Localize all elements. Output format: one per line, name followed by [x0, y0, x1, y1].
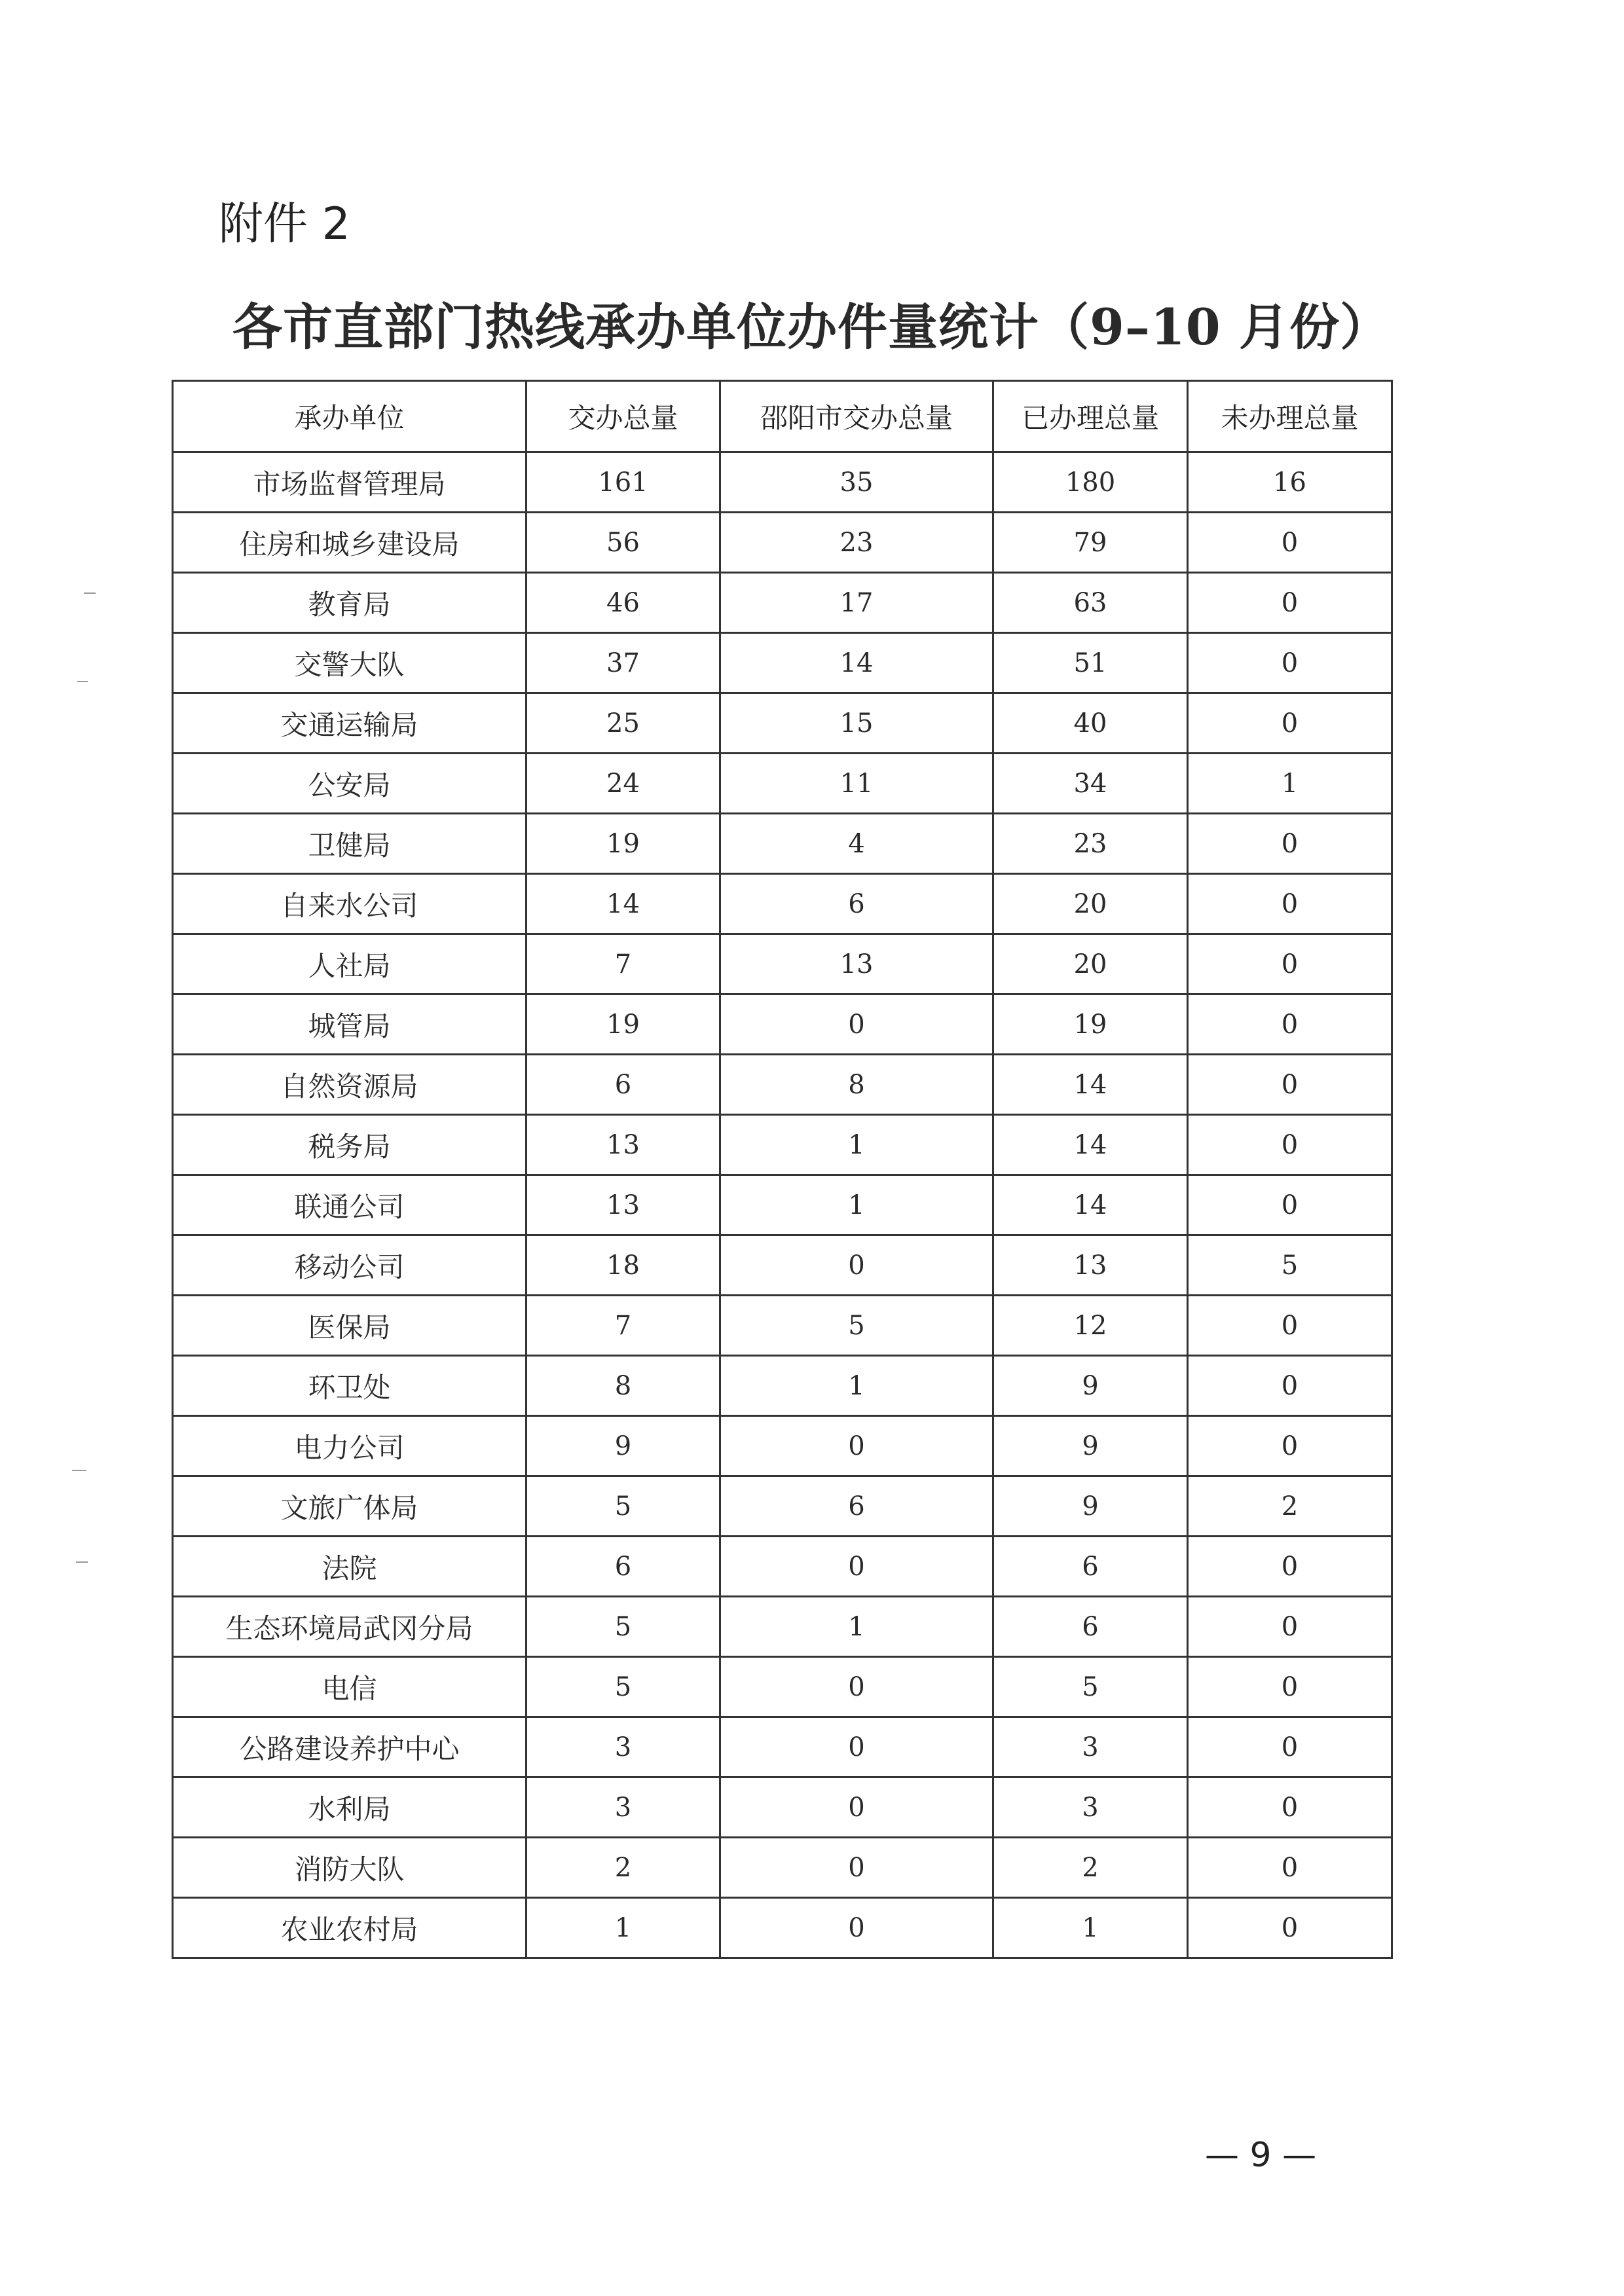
cell-shaoyang-assigned-total: 1 [720, 1597, 993, 1657]
header-unhandled-total: 未办理总量 [1188, 381, 1392, 452]
cell-unit: 城管局 [173, 994, 526, 1055]
scan-edge-mark [77, 681, 88, 682]
table-row [173, 1597, 1392, 1657]
table-row [173, 1898, 1392, 1958]
cell-assigned-total: 19 [526, 994, 720, 1055]
cell-shaoyang-assigned-total: 15 [720, 693, 993, 754]
cell-handled-total: 9 [993, 1356, 1188, 1416]
cell-assigned-total: 8 [526, 1356, 720, 1416]
cell-unhandled-total: 1 [1188, 754, 1392, 814]
cell-assigned-total: 161 [526, 452, 720, 513]
cell-unit: 法院 [173, 1537, 526, 1597]
cell-unit: 消防大队 [173, 1838, 526, 1898]
cell-assigned-total: 5 [526, 1476, 720, 1537]
table-row [173, 1115, 1392, 1175]
cell-unit: 卫健局 [173, 814, 526, 874]
cell-unit: 医保局 [173, 1296, 526, 1356]
header-shaoyang-assigned-total: 邵阳市交办总量 [720, 381, 993, 452]
cell-handled-total: 14 [993, 1115, 1188, 1175]
table-row [173, 1175, 1392, 1235]
cell-unit: 交警大队 [173, 633, 526, 693]
header-handled-total: 已办理总量 [993, 381, 1188, 452]
cell-handled-total: 6 [993, 1537, 1188, 1597]
cell-shaoyang-assigned-total: 5 [720, 1296, 993, 1356]
table-row [173, 1657, 1392, 1717]
cell-unhandled-total: 0 [1188, 693, 1392, 754]
cell-shaoyang-assigned-total: 0 [720, 994, 993, 1055]
cell-handled-total: 20 [993, 874, 1188, 934]
cell-handled-total: 63 [993, 573, 1188, 633]
cell-unit: 人社局 [173, 934, 526, 994]
cell-unhandled-total: 2 [1188, 1476, 1392, 1537]
cell-assigned-total: 9 [526, 1416, 720, 1476]
cell-unit: 农业农村局 [173, 1898, 526, 1958]
cell-unhandled-total: 0 [1188, 633, 1392, 693]
cell-unhandled-total: 0 [1188, 1175, 1392, 1235]
table-row [173, 1235, 1392, 1296]
cell-assigned-total: 3 [526, 1777, 720, 1838]
table-body [173, 452, 1392, 1958]
cell-shaoyang-assigned-total: 0 [720, 1416, 993, 1476]
cell-unit: 水利局 [173, 1777, 526, 1838]
table-header-row [173, 381, 1392, 452]
cell-handled-total: 1 [993, 1898, 1188, 1958]
header-unit: 承办单位 [173, 381, 526, 452]
cell-handled-total: 20 [993, 934, 1188, 994]
cell-assigned-total: 3 [526, 1717, 720, 1777]
cell-assigned-total: 56 [526, 513, 720, 573]
cell-shaoyang-assigned-total: 6 [720, 874, 993, 934]
cell-shaoyang-assigned-total: 0 [720, 1838, 993, 1898]
table-row [173, 1356, 1392, 1416]
cell-unhandled-total: 0 [1188, 1597, 1392, 1657]
table-row [173, 1055, 1392, 1115]
cell-handled-total: 180 [993, 452, 1188, 513]
cell-unhandled-total: 0 [1188, 1416, 1392, 1476]
cell-unhandled-total: 0 [1188, 1356, 1392, 1416]
cell-handled-total: 2 [993, 1838, 1188, 1898]
cell-handled-total: 79 [993, 513, 1188, 573]
cell-handled-total: 13 [993, 1235, 1188, 1296]
cell-unit: 自来水公司 [173, 874, 526, 934]
table-row [173, 1537, 1392, 1597]
cell-assigned-total: 37 [526, 633, 720, 693]
cell-assigned-total: 18 [526, 1235, 720, 1296]
cell-assigned-total: 24 [526, 754, 720, 814]
statistics-table [172, 380, 1393, 1959]
cell-handled-total: 14 [993, 1175, 1188, 1235]
cell-assigned-total: 25 [526, 693, 720, 754]
cell-shaoyang-assigned-total: 1 [720, 1175, 993, 1235]
cell-unhandled-total: 0 [1188, 573, 1392, 633]
cell-assigned-total: 1 [526, 1898, 720, 1958]
table-row [173, 452, 1392, 513]
cell-assigned-total: 14 [526, 874, 720, 934]
cell-unit: 税务局 [173, 1115, 526, 1175]
cell-assigned-total: 13 [526, 1115, 720, 1175]
cell-unhandled-total: 0 [1188, 1898, 1392, 1958]
page-number: — 9 — [1205, 2136, 1317, 2175]
cell-unit: 公安局 [173, 754, 526, 814]
cell-unit: 联通公司 [173, 1175, 526, 1235]
cell-assigned-total: 2 [526, 1838, 720, 1898]
document-title: 各市直部门热线承办单位办件量统计（9–10 月份） [232, 298, 1391, 356]
cell-unhandled-total: 0 [1188, 1055, 1392, 1115]
cell-unhandled-total: 5 [1188, 1235, 1392, 1296]
cell-unhandled-total: 0 [1188, 814, 1392, 874]
cell-handled-total: 5 [993, 1657, 1188, 1717]
cell-handled-total: 3 [993, 1717, 1188, 1777]
table-row [173, 693, 1392, 754]
cell-unit: 自然资源局 [173, 1055, 526, 1115]
cell-handled-total: 40 [993, 693, 1188, 754]
cell-assigned-total: 46 [526, 573, 720, 633]
cell-unit: 生态环境局武冈分局 [173, 1597, 526, 1657]
cell-handled-total: 23 [993, 814, 1188, 874]
cell-shaoyang-assigned-total: 23 [720, 513, 993, 573]
cell-unhandled-total: 0 [1188, 513, 1392, 573]
cell-assigned-total: 5 [526, 1657, 720, 1717]
cell-shaoyang-assigned-total: 0 [720, 1537, 993, 1597]
table-row [173, 814, 1392, 874]
scan-edge-mark [76, 1561, 88, 1563]
cell-unit: 环卫处 [173, 1356, 526, 1416]
cell-unit: 移动公司 [173, 1235, 526, 1296]
table-row [173, 754, 1392, 814]
cell-assigned-total: 5 [526, 1597, 720, 1657]
cell-unit: 电力公司 [173, 1416, 526, 1476]
table-row [173, 994, 1392, 1055]
cell-shaoyang-assigned-total: 0 [720, 1777, 993, 1838]
cell-handled-total: 3 [993, 1777, 1188, 1838]
attachment-label: 附件 2 [219, 198, 350, 250]
cell-handled-total: 34 [993, 754, 1188, 814]
table-row [173, 1296, 1392, 1356]
table-row [173, 934, 1392, 994]
cell-unhandled-total: 0 [1188, 1296, 1392, 1356]
cell-unit: 交通运输局 [173, 693, 526, 754]
cell-handled-total: 6 [993, 1597, 1188, 1657]
cell-assigned-total: 13 [526, 1175, 720, 1235]
table-row [173, 1476, 1392, 1537]
cell-shaoyang-assigned-total: 35 [720, 452, 993, 513]
cell-shaoyang-assigned-total: 4 [720, 814, 993, 874]
cell-assigned-total: 6 [526, 1055, 720, 1115]
table-row [173, 1416, 1392, 1476]
cell-shaoyang-assigned-total: 0 [720, 1657, 993, 1717]
cell-assigned-total: 19 [526, 814, 720, 874]
cell-shaoyang-assigned-total: 14 [720, 633, 993, 693]
cell-unhandled-total: 0 [1188, 874, 1392, 934]
cell-shaoyang-assigned-total: 0 [720, 1717, 993, 1777]
header-assigned-total: 交办总量 [526, 381, 720, 452]
scan-edge-mark [84, 592, 96, 594]
cell-unhandled-total: 0 [1188, 1777, 1392, 1838]
table-row [173, 513, 1392, 573]
cell-shaoyang-assigned-total: 6 [720, 1476, 993, 1537]
table-row [173, 1838, 1392, 1898]
scan-edge-mark [72, 1470, 86, 1471]
cell-unhandled-total: 0 [1188, 1838, 1392, 1898]
cell-unit: 电信 [173, 1657, 526, 1717]
cell-shaoyang-assigned-total: 8 [720, 1055, 993, 1115]
cell-handled-total: 12 [993, 1296, 1188, 1356]
cell-shaoyang-assigned-total: 0 [720, 1235, 993, 1296]
table-row [173, 573, 1392, 633]
cell-shaoyang-assigned-total: 17 [720, 573, 993, 633]
cell-unhandled-total: 0 [1188, 1657, 1392, 1717]
table-row [173, 633, 1392, 693]
cell-unit: 文旅广体局 [173, 1476, 526, 1537]
cell-unhandled-total: 0 [1188, 934, 1392, 994]
cell-shaoyang-assigned-total: 0 [720, 1898, 993, 1958]
cell-handled-total: 9 [993, 1416, 1188, 1476]
cell-assigned-total: 7 [526, 1296, 720, 1356]
cell-unit: 公路建设养护中心 [173, 1717, 526, 1777]
cell-unhandled-total: 0 [1188, 1537, 1392, 1597]
cell-handled-total: 19 [993, 994, 1188, 1055]
cell-handled-total: 9 [993, 1476, 1188, 1537]
cell-shaoyang-assigned-total: 1 [720, 1356, 993, 1416]
cell-unit: 市场监督管理局 [173, 452, 526, 513]
cell-unit: 教育局 [173, 573, 526, 633]
cell-unit: 住房和城乡建设局 [173, 513, 526, 573]
cell-assigned-total: 6 [526, 1537, 720, 1597]
table-row [173, 874, 1392, 934]
cell-shaoyang-assigned-total: 1 [720, 1115, 993, 1175]
table-row [173, 1717, 1392, 1777]
cell-shaoyang-assigned-total: 13 [720, 934, 993, 994]
cell-unhandled-total: 0 [1188, 1115, 1392, 1175]
cell-unhandled-total: 0 [1188, 994, 1392, 1055]
cell-handled-total: 51 [993, 633, 1188, 693]
cell-unhandled-total: 16 [1188, 452, 1392, 513]
cell-handled-total: 14 [993, 1055, 1188, 1115]
cell-unhandled-total: 0 [1188, 1717, 1392, 1777]
table-row [173, 1777, 1392, 1838]
cell-shaoyang-assigned-total: 11 [720, 754, 993, 814]
cell-assigned-total: 7 [526, 934, 720, 994]
